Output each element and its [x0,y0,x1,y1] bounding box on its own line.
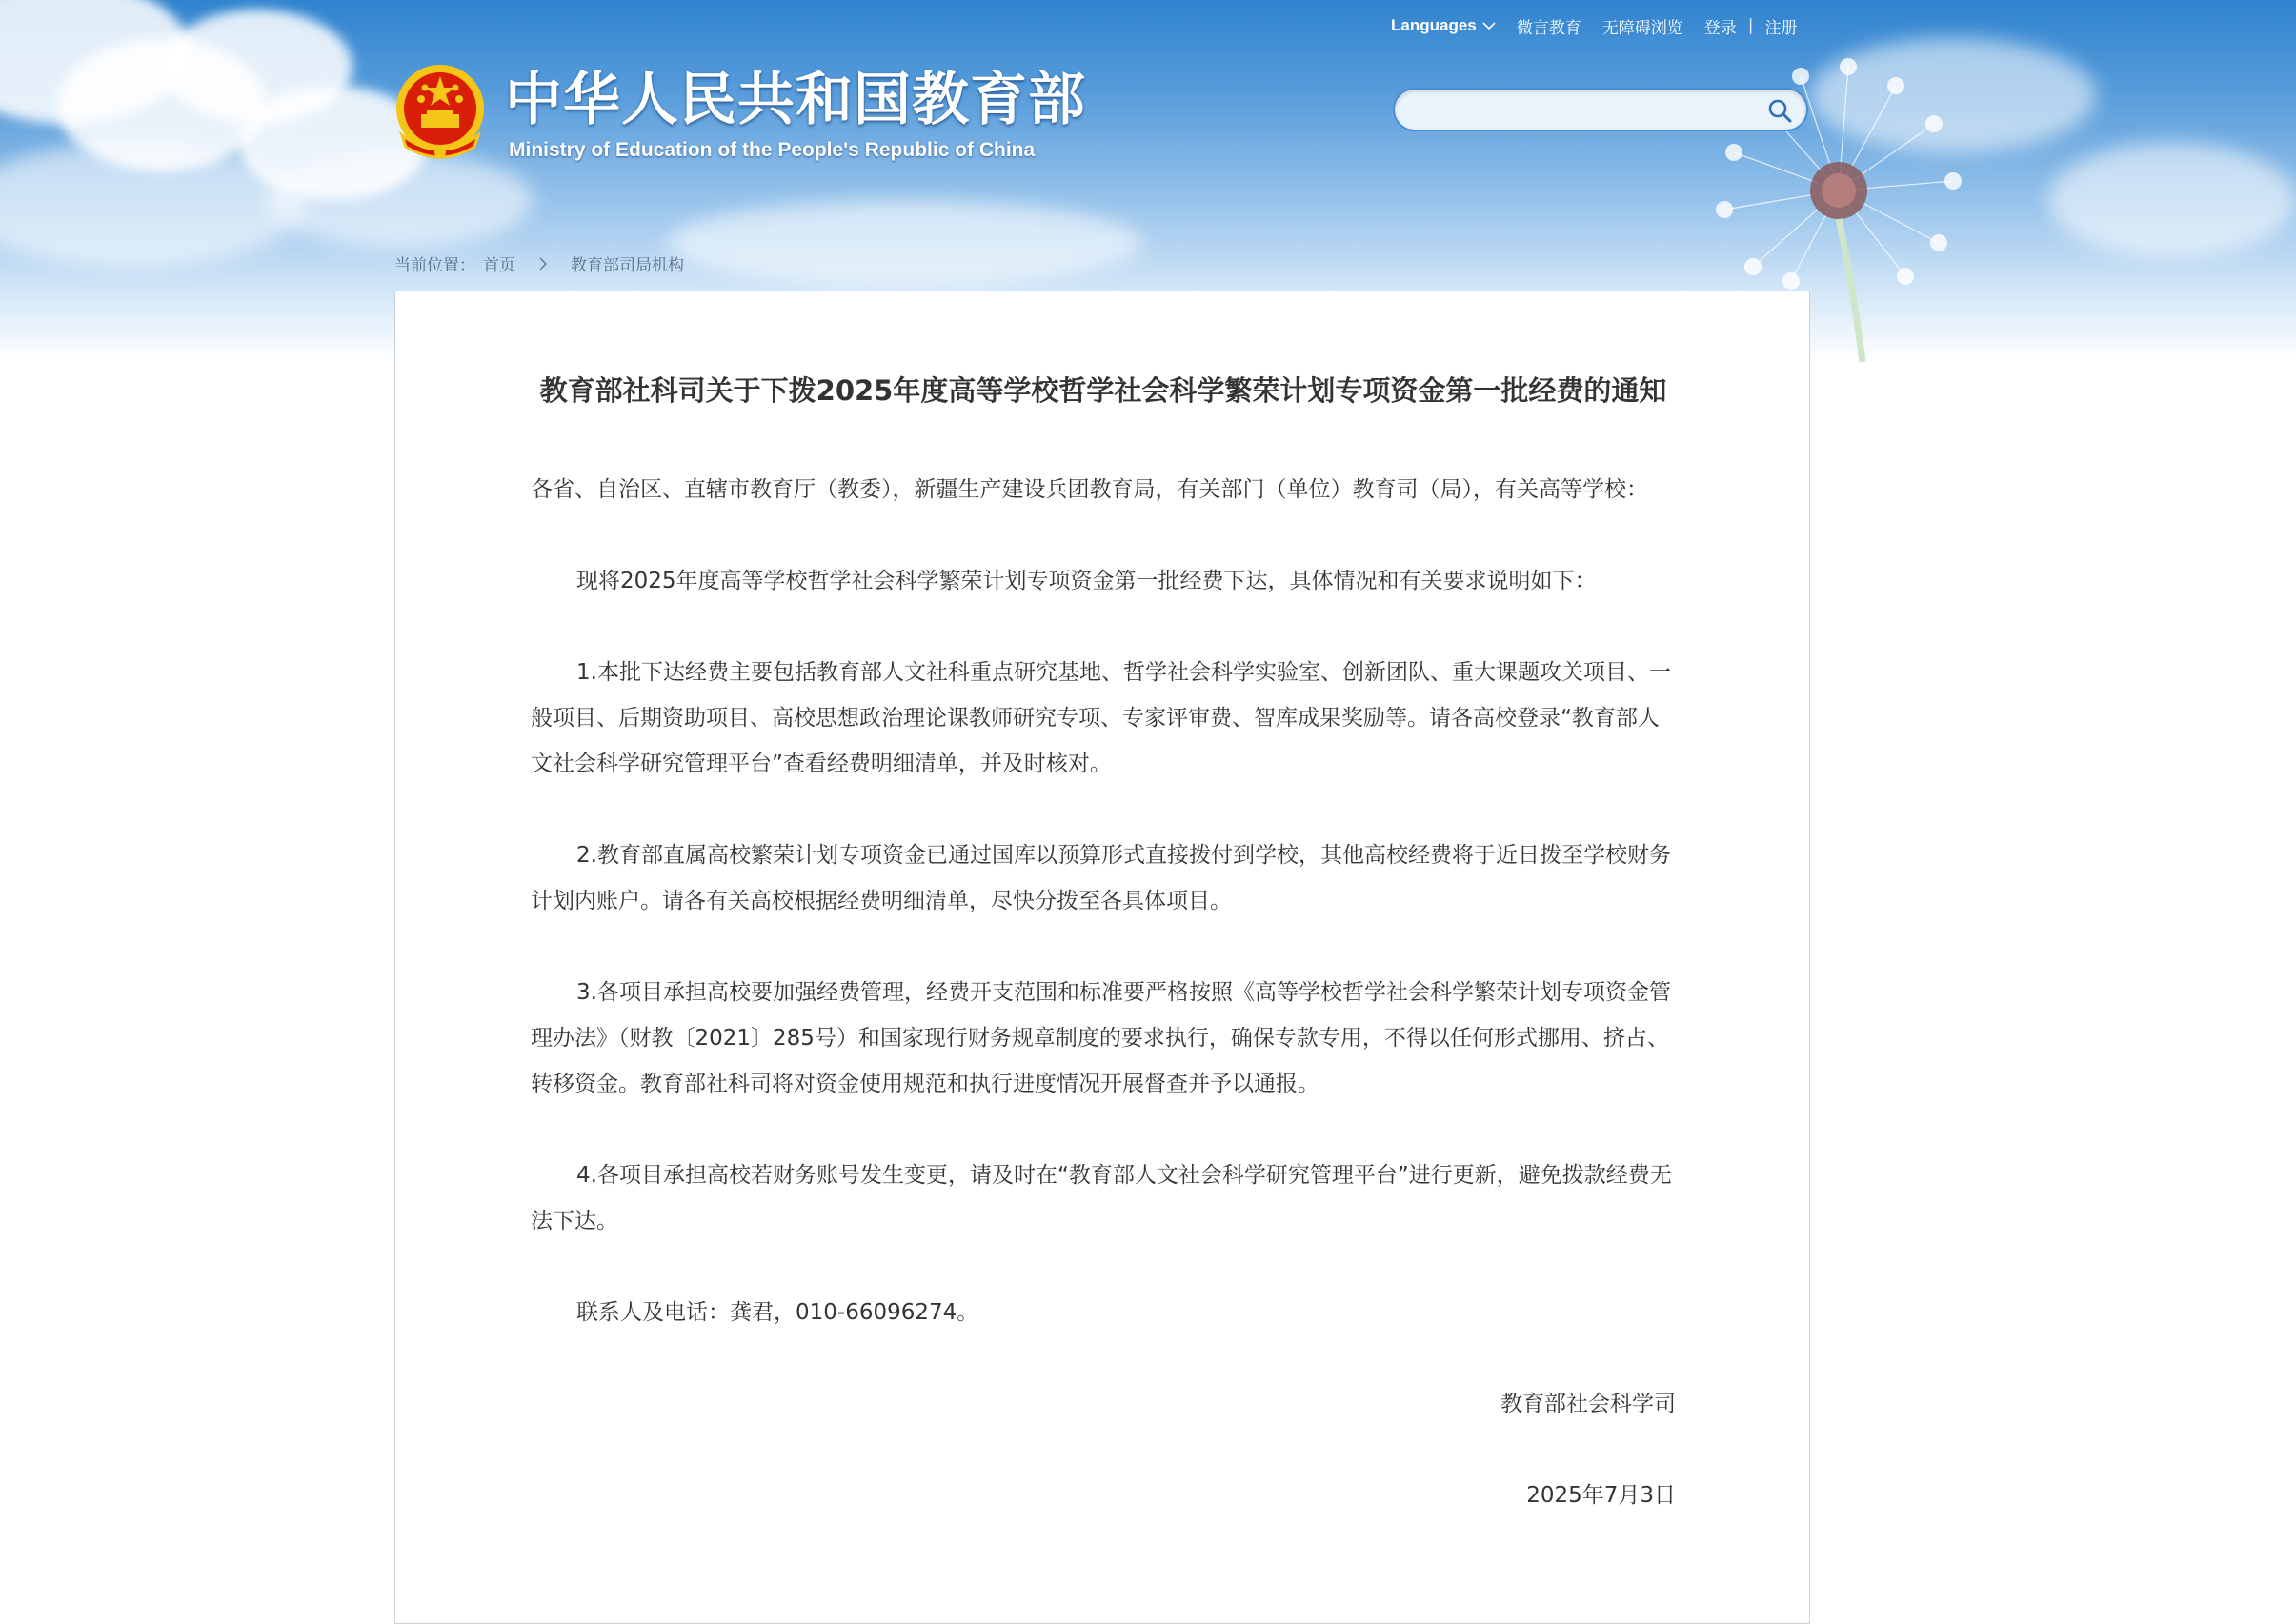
top-links-bar [1391,14,1797,37]
breadcrumb-chevron-icon [538,257,548,271]
languages-dropdown[interactable] [1391,16,1496,35]
accessible-browse-link[interactable]: 无障碍浏览 [1601,18,1683,38]
article-item-3: 3.各项目承担高校要加强经费管理，经费开支范围和标准要严格按照《高等学校哲学社会科学繁荣计划专项资金管理办法》（财教〔2021〕285号）和国家现行财务规章制度的要求执行，确保专款专用，不得以任何形式挪用、挤占、转移资金。教育部社科司将对资金使用规范和执行进度情况开展督查并予以通报。 [531,980,1671,1096]
article-card [394,291,1810,1624]
article-greeting: 各省、自治区、直辖市教育厅（教委），新疆生产建设兵团教育局，有关部门（单位）教育司（局），有关高等学校： [531,477,1648,502]
languages-label: Languages [1391,16,1477,34]
article-item-4: 4.各项目承担高校若财务账号发生变更，请及时在“教育部人文社会科学研究管理平台”进行更新，避免拨款经费无法下达。 [531,1163,1672,1233]
site-subtitle: Ministry of Education of the People's Republic of China [509,139,1036,161]
search-icon[interactable] [1766,97,1793,124]
cloud-decoration [267,152,534,248]
breadcrumb-home-link[interactable]: 首页 [483,256,515,275]
login-link[interactable]: 登录 [1703,18,1737,38]
chevron-down-icon [1482,21,1496,30]
national-emblem-icon [393,61,488,166]
cloud-decoration [667,200,1143,286]
breadcrumb-section-link[interactable]: 教育部司局机构 [571,256,684,275]
cloud-decoration [2048,143,2296,257]
article-item-1: 1.本批下达经费主要包括教育部人文社科重点研究基地、哲学社会科学实验室、创新团队、重大课题攻关项目、一般项目、后期资助项目、高校思想政治理论课教师研究专项、专家评审费、智库成果奖励等。请各高校登录“教育部人文社会科学研究管理平台”查看经费明细清单，并及时核对。 [531,660,1671,776]
article-item-2: 2.教育部直属高校繁荣计划专项资金已通过国库以预算形式直接拨付到学校，其他高校经费将于近日拨至学校财务计划内账户。请各有关高校根据经费明细清单，尽快分拨至各具体项目。 [531,843,1671,913]
breadcrumb-prefix: 当前位置： [394,256,475,275]
breadcrumb [394,251,684,275]
article-intro: 现将2025年度高等学校哲学社会科学繁荣计划专项资金第一批经费下达，具体情况和有关要求说明如下： [576,569,1597,593]
article-issuer: 教育部社会科学司 [1500,1392,1676,1416]
search-input[interactable] [1412,95,1759,126]
site-title[interactable]: 中华人民共和国教育部 [505,67,1086,133]
weiyan-link[interactable]: 微言教育 [1516,18,1581,38]
register-link[interactable]: 注册 [1764,18,1798,38]
article-title: 教育部社科司关于下拨2025年度高等学校哲学社会科学繁荣计划专项资金第一批经费的通知 [539,374,1667,407]
link-separator: | [1747,16,1754,35]
article-date: 2025年7月3日 [1526,1483,1676,1508]
article-contact: 联系人及电话：龚君，010-66096274。 [576,1300,979,1325]
search-box [1393,88,1808,131]
article-body [531,368,1676,1518]
